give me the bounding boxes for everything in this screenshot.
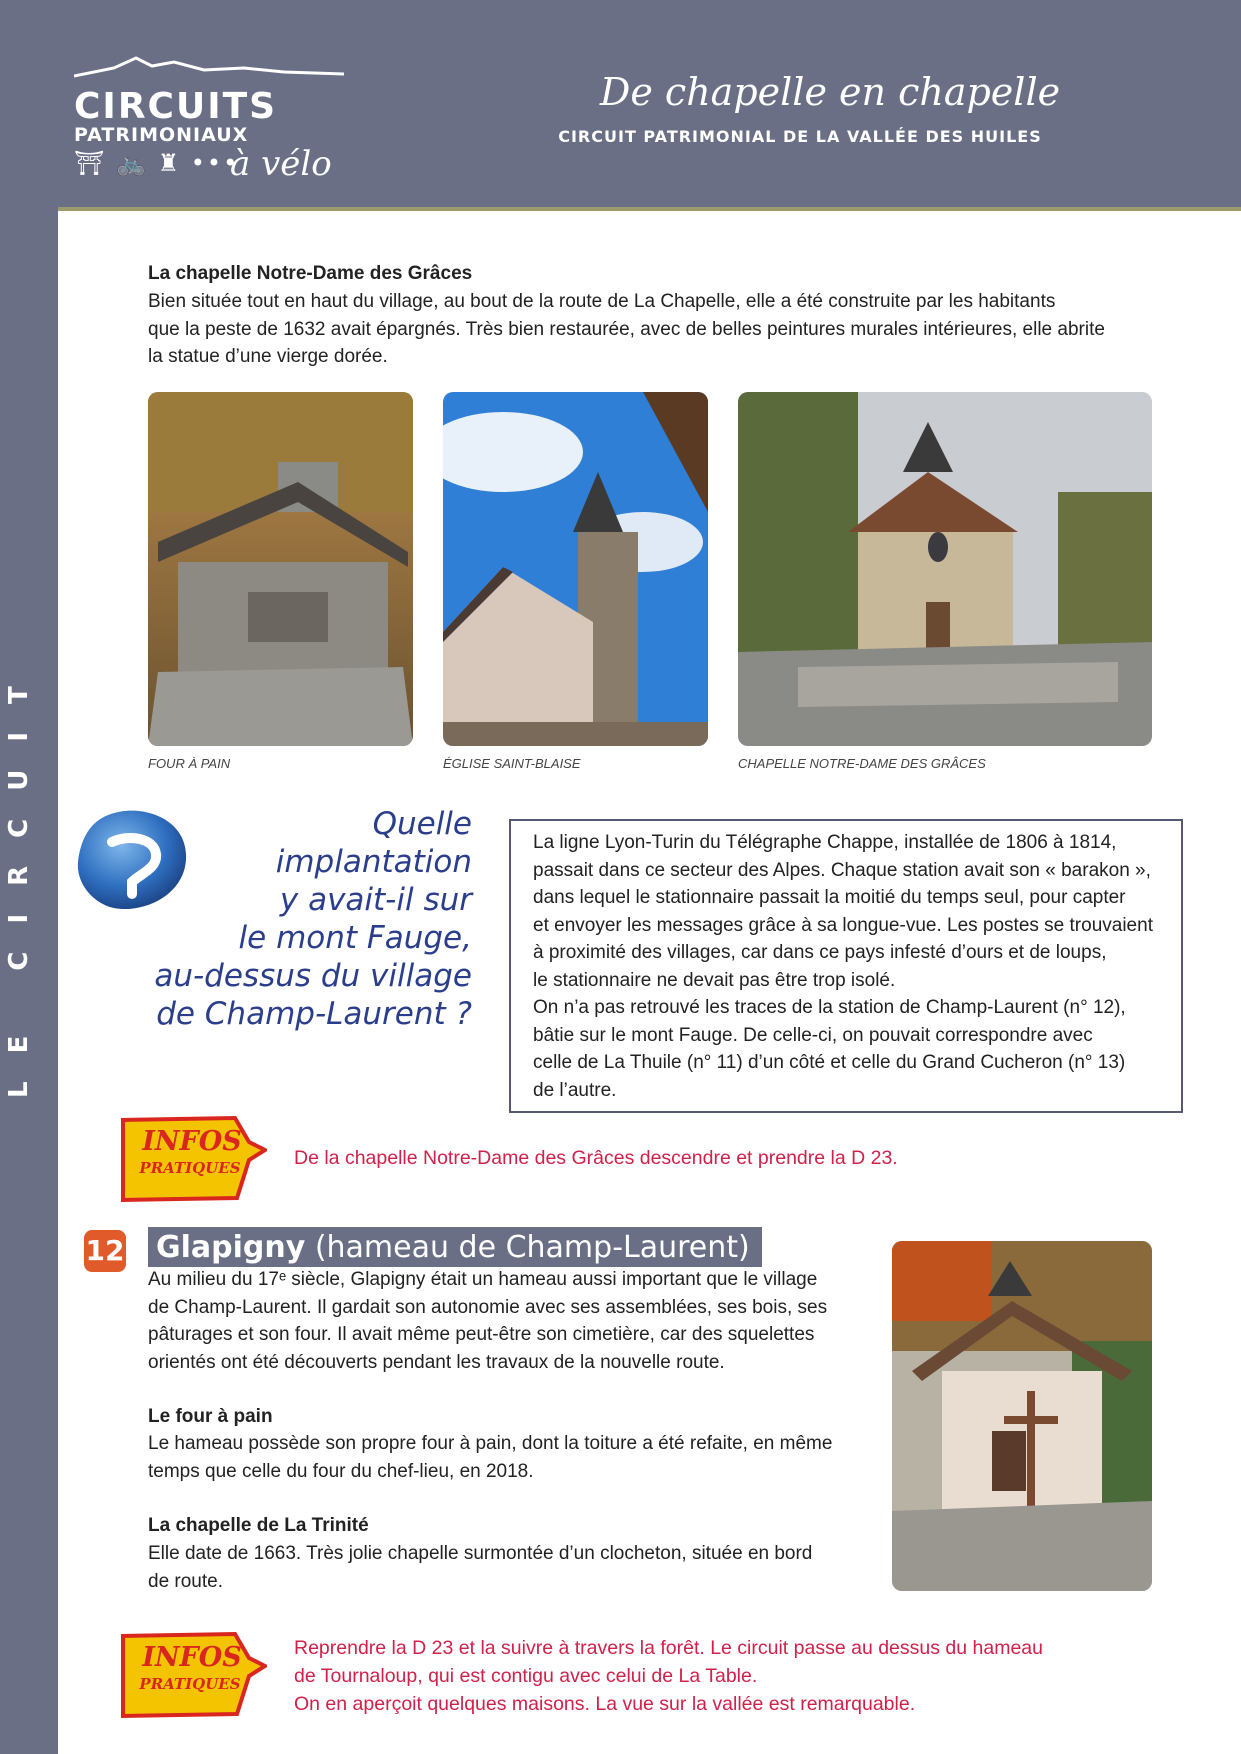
question-line: implantation: [275, 844, 472, 880]
text-line: le stationnaire ne devait pas être trop isolé.: [533, 969, 896, 991]
text-line: de route.: [148, 1570, 223, 1592]
badge-infos: INFOS: [142, 1126, 242, 1157]
text-line: Elle date de 1663. Très jolie chapelle surmontée d’un clocheton, située en bord: [148, 1543, 813, 1564]
stop-number-badge: 12: [84, 1230, 126, 1272]
badge-pratiques: PRATIQUES: [139, 1159, 241, 1177]
text-line: de Tournaloup, qui est contigu avec celui de La Table.: [294, 1665, 758, 1687]
text-line: On n’a pas retrouvé les traces de la station de Champ-Laurent (n° 12),: [533, 997, 1126, 1018]
photo-four-a-pain: [148, 392, 413, 746]
logo-circuits-text: CIRCUITS: [74, 86, 278, 127]
infos-text: [294, 1634, 1174, 1718]
question-line: de Champ-Laurent ?: [156, 996, 472, 1032]
header-subtitle: CIRCUIT PATRIMONIAL DE LA VALLÉE DES HUILES: [558, 127, 1042, 146]
text-line: de l’autre.: [533, 1079, 617, 1101]
logo-icons: ⛩ 🚲 ♜ •••: [74, 149, 240, 177]
section-heading: La chapelle Notre-Dame des Grâces: [148, 263, 473, 284]
question-text: [120, 805, 472, 1033]
four-paragraph: [148, 1430, 878, 1485]
text-line: que la peste de 1632 avait épargnés. Très bien restaurée, avec de belles peintures murales intérieures, elle abrite: [148, 318, 1105, 340]
text-line: de Champ-Laurent. Il gardait son autonomie avec ses assemblées, ses bois, ses: [148, 1296, 828, 1318]
photo-chapelle-trinite: [892, 1241, 1152, 1591]
text-line: On en aperçoit quelques maisons. La vue sur la vallée est remarquable.: [294, 1693, 916, 1715]
four-heading: Le four à pain: [148, 1406, 273, 1427]
text-line: à proximité des villages, car dans ce pays infesté d’ours et de loups,: [533, 942, 1107, 963]
text-line: la statue d’une vierge dorée.: [148, 346, 388, 367]
answer-box: [509, 819, 1183, 1113]
text-line: La ligne Lyon-Turin du Télégraphe Chappe, installée de 1806 à 1814,: [533, 832, 1117, 853]
header-divider: [58, 207, 1241, 211]
text-line: Au milieu du 17ᵉ siècle, Glapigny était un hameau aussi important que le village: [148, 1269, 818, 1290]
text-line: pâturages et son four. Il avait même peut-être son cimetière, car des squelettes: [148, 1324, 815, 1345]
text-line: dans lequel le stationnaire passait la moitié du temps seul, pour capter: [533, 887, 1126, 908]
logo-patrimoniaux-text: PATRIMONIAUX: [74, 124, 249, 146]
photo-chapelle-notre-dame: [738, 392, 1152, 746]
text-line: bâtie sur le mont Fauge. De celle-ci, on pouvait correspondre avec: [533, 1024, 1093, 1046]
section-title: [148, 1227, 762, 1267]
photo-eglise-saint-blaise: [443, 392, 708, 746]
text-line: temps que celle du four du chef-lieu, en 2018.: [148, 1460, 534, 1482]
photo-caption: FOUR À PAIN: [148, 756, 231, 771]
sidebar-label: LE CIRCUIT: [4, 658, 34, 1098]
section-title-name: Glapigny: [156, 1230, 306, 1265]
infos-text: De la chapelle Notre-Dame des Grâces descendre et prendre la D 23.: [294, 1147, 898, 1169]
question-line: y avait-il sur: [279, 882, 472, 918]
question-line: au-dessus du village: [154, 958, 472, 994]
infos-pratiques-badge: [117, 1114, 267, 1204]
badge-infos: INFOS: [142, 1642, 242, 1673]
photo-caption: ÉGLISE SAINT-BLAISE: [443, 756, 581, 771]
badge-pratiques: PRATIQUES: [139, 1675, 241, 1693]
question-line: Quelle: [372, 806, 472, 842]
text-line: Bien située tout en haut du village, au bout de la route de La Chapelle, elle a été construite par les habitants: [148, 291, 1056, 312]
section-title-subtitle: (hameau de Champ-Laurent): [305, 1230, 750, 1265]
photo-caption: CHAPELLE NOTRE-DAME DES GRÂCES: [738, 756, 986, 771]
text-line: passait dans ce secteur des Alpes. Chaque station avait son « barakon »,: [533, 859, 1151, 881]
infos-pratiques-badge: [117, 1630, 267, 1720]
question-line: le mont Fauge,: [238, 920, 472, 956]
text-line: et envoyer les messages grâce à sa longue-vue. Les postes se trouvaient: [533, 914, 1153, 936]
answer-text: [533, 829, 1181, 1104]
glapigny-intro: [148, 1266, 878, 1376]
circuits-logo: [74, 54, 364, 194]
text-line: Reprendre la D 23 et la suivre à travers la forêt. Le circuit passe au dessus du hameau: [294, 1637, 1043, 1659]
text-line: Le hameau possède son propre four à pain, dont la toiture a été refaite, en même: [148, 1433, 833, 1454]
header-title: De chapelle en chapelle: [599, 70, 1061, 114]
text-line: celle de La Thuile (n° 11) d’un côté et celle du Grand Cucheron (n° 13): [533, 1052, 1126, 1073]
section-paragraph: [148, 288, 1178, 371]
trinite-heading: La chapelle de La Trinité: [148, 1515, 369, 1536]
logo-a-velo-text: à vélo: [230, 144, 332, 184]
text-line: orientés ont été découverts pendant les travaux de la nouvelle route.: [148, 1351, 725, 1373]
trinite-paragraph: [148, 1540, 878, 1595]
